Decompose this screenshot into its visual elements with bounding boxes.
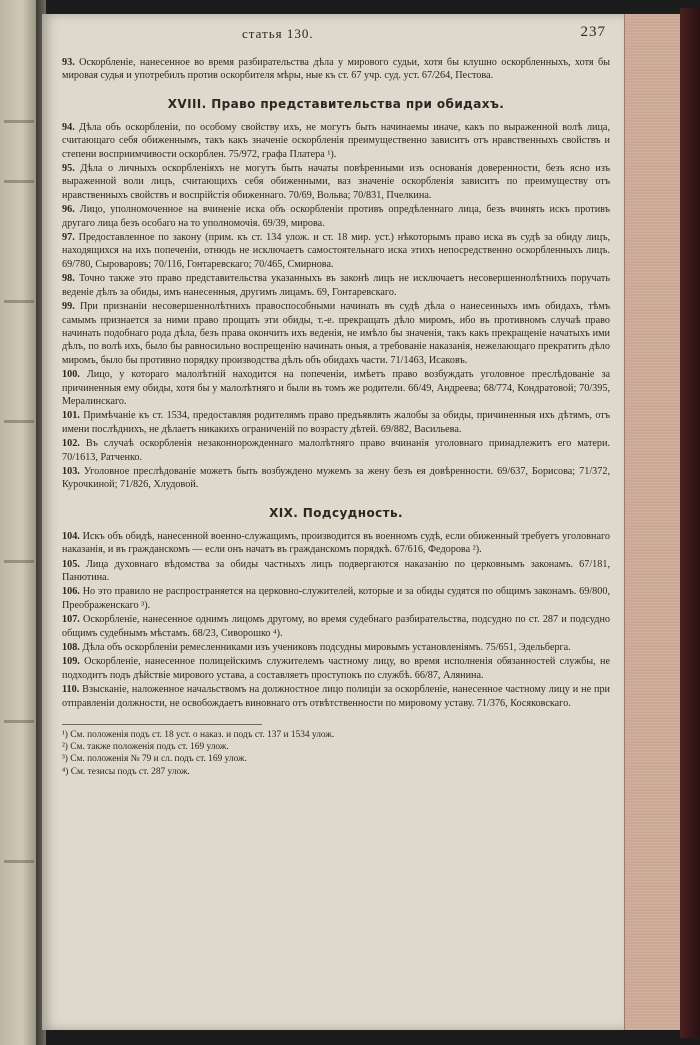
- paragraph-number: 98.: [62, 273, 75, 285]
- paragraph: [62, 437, 610, 464]
- left-page-text-fragment: [4, 720, 34, 723]
- footnotes: [62, 729, 610, 778]
- left-page-text-fragment: [4, 120, 34, 123]
- paragraph-number: 96.: [62, 204, 75, 216]
- paragraph-text: Уголовное преслѣдованіе можетъ быть возбуждено мужемъ за жену безъ ея довѣренности. 69/637, Борисова; 71/372, Курочкиной; 71/826, Хлудовой.: [62, 465, 610, 491]
- paragraph-number: 106.: [62, 586, 80, 598]
- paragraph: [62, 368, 610, 408]
- paragraph-number: 93.: [62, 57, 75, 68]
- book-page: [42, 14, 626, 1030]
- paragraph-number: 110.: [62, 684, 80, 696]
- paragraph-text: Взысканіе, наложенное начальствомъ на должностное лицо полиціи за оскорбленіе, нанесенное частному лицу и не при отправленіи должности, не освобождаетъ виновнаго отъ отвѣтственности по мировому уставу. 71/376, Косяковскаго.: [62, 684, 610, 709]
- paragraph: [62, 655, 610, 682]
- paragraph: [62, 683, 610, 710]
- page-number: 237: [580, 24, 606, 40]
- left-page-text-fragment: [4, 420, 34, 423]
- paragraph-number: 94.: [62, 121, 75, 133]
- paragraph-text: Въ случаѣ оскорбленія незаконнорожденнаго малолѣтняго право вчинанія уголовнаго принадлежитъ его матери. 70/1613, Ратченко.: [62, 438, 611, 463]
- paragraph-text: Лица духовнаго вѣдомства за обиды частныхъ лицъ подвергаются наказанію по церковнымъ законамъ. 67/181, Панютина.: [62, 558, 611, 583]
- paragraph-text: Лицо, у котораго малолѣтній находится на попеченіи, имѣетъ право возбуждать уголовное преслѣдованіе за причиненныя ему обиды, хотя бы у малолѣтняго и были въ томъ же родители. 66/49, Андреева; 68/774, Кондратовой; 70/395, Мералинскаго.: [62, 369, 610, 407]
- left-page-text-fragment: [4, 560, 34, 563]
- paragraph: [62, 465, 610, 492]
- paragraph: [62, 530, 610, 557]
- left-page-text-fragment: [4, 300, 34, 303]
- paragraph: [62, 231, 610, 271]
- paragraph: [62, 641, 610, 654]
- paragraph-number: 107.: [62, 614, 80, 626]
- paragraph: [62, 203, 610, 230]
- paragraph-text: Оскорбленіе, нанесенное полицейскимъ служителемъ частному лицу, во время исполненія обязанностей службы, не подходитъ подъ дѣйствіе мирового устава, а составляетъ проступокъ по службѣ. 66/87, Алянина.: [62, 656, 611, 681]
- footnote: ²) См. также положенія подъ ст. 169 улож.: [62, 742, 229, 753]
- paragraph-number: 95.: [62, 163, 75, 175]
- paragraph-text: Дѣла о личныхъ оскорбленіяхъ не могутъ быть начаты повѣренными изъ основанія доверенности, безъ ясно изъ выраженной воли лицъ, считающихъ себя обиженными, ваз значеніе оскорбленія зависитъ по преимуществу отъ нравственныхъ свойствъ и воспрійстія обиженнаго. 70/69, Вольва; 70/831, Пчелкина.: [62, 163, 611, 201]
- paragraph-text: Оскорбленіе, нанесенное во время разбирательства дѣла у мирового судьи, хотя бы клушно оскорбленныхъ, хотя бы мировая судья и употребилъ против оскорбителя мѣры, ные къ ст. 67 учр. суд. уст. 67/264, Пестова.: [62, 57, 611, 82]
- paragraph-text: Но это правило не распространяется на церковно-служителей, которые и за обиды судятся по общимъ законамъ. 69/800, Преображенскаго ³).: [62, 586, 610, 611]
- paragraph-number: 102.: [62, 438, 80, 450]
- section-heading-representation: XVIII. Право представительства при обидахъ.: [167, 96, 505, 111]
- section-19-paragraphs: [62, 530, 610, 710]
- paragraph-number: 105.: [62, 558, 80, 570]
- paragraph: [62, 613, 610, 640]
- paragraph-text: Примѣчаніе къ ст. 1534, предоставляя родителямъ право предъявлять жалобы за обиды, причиненныя ихъ дѣтямъ, отъ имени послѣднихъ, не дѣлаетъ никакихъ ограниченій по возрасту дѣтей. 69/882, Васильева.: [62, 410, 611, 435]
- left-page-edge: [0, 0, 40, 1045]
- paragraph: [62, 56, 610, 83]
- footnote: ³) См. положенія № 79 и сл. подъ ст. 169 улож.: [62, 754, 247, 765]
- page-content: [62, 24, 611, 778]
- paragraph-number: 97.: [62, 232, 75, 244]
- footnote: ¹) См. положенія подъ ст. 18 уст. о наказ. и подъ ст. 137 и 1534 улож.: [62, 730, 335, 741]
- section-heading-jurisdiction: XIX. Подсудность.: [269, 505, 403, 520]
- footnote: ⁴) См. тезисы подъ ст. 287 улож.: [62, 766, 190, 777]
- paragraph-text: Точно также это право представительства указанныхъ въ законѣ лицъ не исключаетъ несовершеннолѣтнихъ поручать веденіе дѣлъ за обиды, имъ нанесенныя, другимъ лицамъ. 69, Гонтаревскаго.: [62, 273, 611, 298]
- paragraph-text: Искъ объ обидѣ, нанесенной военно-служащимъ, производится въ военномъ судѣ, если обиженный требуетъ уголовнаго наказанія, и въ гражданскомъ — если онъ начатъ въ гражданскомъ порядкѣ. 67/616, Федорова ²).: [62, 530, 610, 556]
- running-head: [62, 26, 610, 46]
- paragraph-number: 103.: [62, 465, 80, 477]
- paragraph-number: 108.: [62, 642, 80, 654]
- paragraph: [62, 121, 610, 161]
- book-cover: [680, 8, 700, 1038]
- paragraph: [62, 558, 610, 585]
- paragraph: [62, 162, 610, 202]
- paragraph-text: Предоставленное по закону (прим. къ ст. 134 улож. и ст. 18 мир. уст.) нѣкоторымъ право иска въ судѣ за обиду лицъ, находящихся на ихъ попеченіи, отнюдь не исключаетъ самостоятельнаго иска этихъ непосредственно оскорбленныхъ лицъ. 69/780, Сыроваровъ; 70/116, Гонтаревскаго; 70/465, Смирнова.: [62, 232, 611, 270]
- paragraph: [62, 585, 610, 612]
- paragraph: [62, 409, 610, 436]
- left-page-text-fragment: [4, 180, 34, 183]
- paragraph: [62, 272, 610, 299]
- running-title: статья 130.: [242, 26, 314, 41]
- paragraph-text: Лицо, уполномоченное на вчиненіе иска объ оскорбленіи противъ опредѣленнаго лица, безъ вчинять искъ противъ другаго лица безъ особаго на то уполномочія. 69/39, мирова.: [62, 204, 610, 229]
- paragraph-number: 99.: [62, 301, 75, 313]
- paragraph-text: При признаніи несовершеннолѣтнихъ правоспособными начинать въ судѣ дѣла о нанесенныхъ имъ обидахъ, тѣмъ самымъ признается за ними право прощать эти обиды, т.-е. прекращать дѣло миромъ, ибо въ противномъ случаѣ право начинать подобнаго рода дѣла, безъ права окончить ихъ веденія, не имѣло бы значенія, такъ какъ прекращеніе начатыхъ ими дѣлъ, по волѣ ихъ, было бы равносильно воспрещенію начинать оныя, а требованіе наказанія, нежелающаго прекратить дѣло миромъ, было бы противно порядку производства дѣлъ объ обидахъ части. 71/1463, Исаковъ.: [62, 301, 611, 366]
- paragraph-text: Дѣла объ оскорбленіи ремесленниками изъ учениковъ подсудны мировымъ установленіямъ. 75/651, Эдельберга.: [82, 642, 571, 654]
- paragraph-number: 109.: [62, 656, 80, 668]
- paragraph-text: Дѣла объ оскорбленіи, по особому свойству ихъ, не могутъ быть начинаемы иначе, какъ по выраженной волѣ лица, считающаго себя обиженнымъ, такъ какъ значеніе оскорбленія преимущественно зависитъ отъ нравственныхъ свойствъ и степени восприимчивости оскорблен. 75/972, графа Платера ¹).: [62, 121, 610, 160]
- paragraph-number: 100.: [62, 369, 80, 381]
- paragraph-number: 104.: [62, 530, 80, 542]
- page-edges: [624, 14, 681, 1030]
- paragraph-number: 101.: [62, 410, 80, 422]
- section-18-paragraphs: [62, 121, 610, 492]
- paragraph: [62, 300, 610, 367]
- left-page-text-fragment: [4, 860, 34, 863]
- paragraph-text: Оскорбленіе, нанесенное однимъ лицомъ другому, во время судебнаго разбирательства, подсудно по ст. 287 и подсудно общимъ судебнымъ мѣстамъ. 68/23, Сиворошко ⁴).: [62, 614, 610, 639]
